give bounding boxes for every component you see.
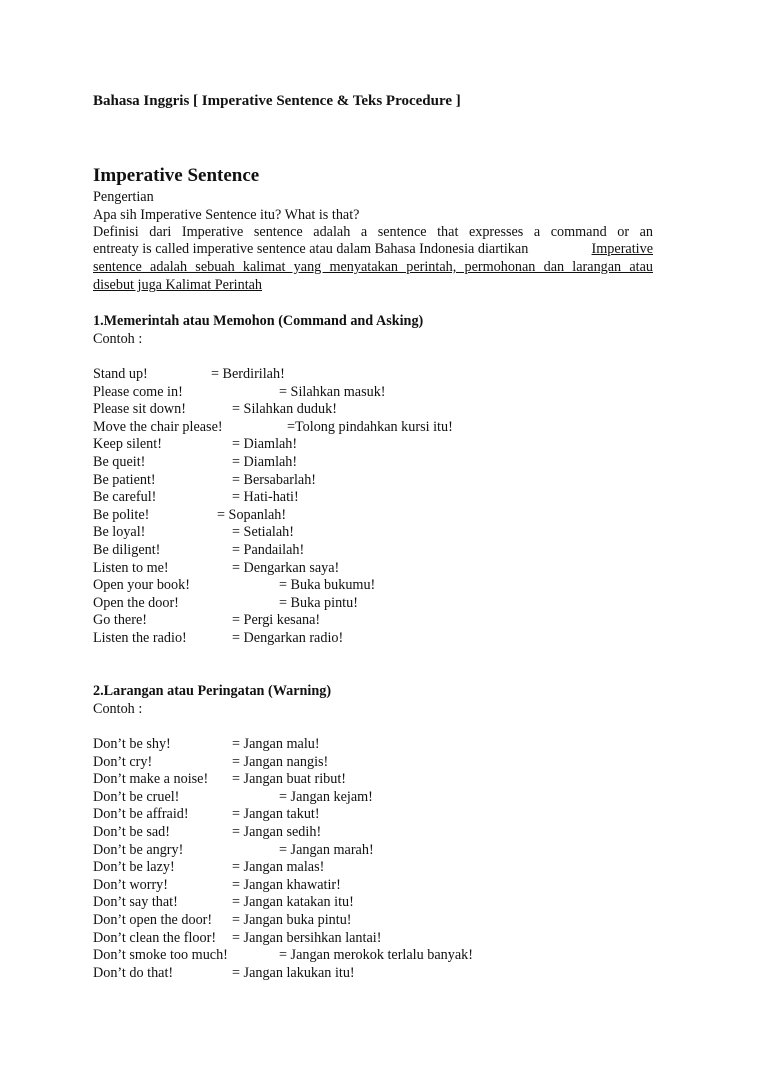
example-english: Don’t worry!	[93, 876, 168, 893]
example-english: Don’t be affraid!	[93, 806, 189, 823]
example-english: Don’t be shy!	[93, 736, 171, 752]
example-translation: = Buka bukumu!	[279, 577, 376, 594]
example-english: Stand up!	[93, 366, 148, 382]
definition-line-2-underlined: Imperative	[591, 241, 653, 257]
example-english: Please come in!	[93, 383, 183, 400]
example-translation: = Silahkan masuk!	[279, 383, 386, 400]
example-english: Be careful!	[93, 489, 157, 506]
example-translation: = Pandailah!	[232, 542, 305, 558]
example-english: Listen to me!	[93, 559, 169, 576]
example-translation: = Jangan katakan itu!	[232, 894, 354, 911]
example-translation: =Tolong pindahkan kursi itu!	[287, 418, 453, 435]
intro-question: Apa sih Imperative Sentence itu? What is that?	[93, 207, 360, 223]
definition-line-4: disebut juga Kalimat Perintah	[93, 277, 263, 293]
example-english: Don’t open the door!	[93, 912, 213, 928]
definition-line-3: sentence adalah sebuah kalimat yang menyatakan perintah, permohonan dan larangan atau	[93, 259, 653, 275]
example-english: Don’t clean the floor!	[93, 929, 217, 946]
example-translation: = Diamlah!	[232, 436, 298, 453]
example-english: Don’t do that!	[93, 964, 174, 981]
section2-title: 2.Larangan atau Peringatan (Warning)	[93, 683, 332, 699]
example-translation: = Jangan kejam!	[279, 788, 373, 805]
example-english: Keep silent!	[93, 436, 162, 453]
definition-line-2	[93, 241, 653, 259]
example-translation: = Jangan buka pintu!	[232, 912, 352, 928]
example-english: Don’t say that!	[93, 894, 178, 911]
document-title: Bahasa Inggris [ Imperative Sentence & Teks Procedure ]	[93, 93, 461, 109]
example-translation: = Bersabarlah!	[232, 471, 317, 488]
example-english: Listen the radio!	[93, 630, 187, 646]
section1-title: 1.Memerintah atau Memohon (Command and Asking)	[93, 313, 424, 329]
example-translation: = Jangan merokok terlalu banyak!	[279, 947, 473, 964]
example-translation: = Jangan lakukan itu!	[232, 964, 355, 981]
example-english: Move the chair please!	[93, 418, 223, 435]
example-english: Be loyal!	[93, 524, 146, 541]
example-translation: = Diamlah!	[232, 454, 298, 470]
example-english: Don’t make a noise!	[93, 771, 209, 788]
example-translation: = Jangan marah!	[279, 841, 374, 858]
definition-line-1: Definisi dari Imperative sentence adalah a sentence that expresses a command or an	[93, 224, 653, 240]
example-translation: = Jangan bersihkan lantai!	[232, 929, 382, 946]
example-english: Go there!	[93, 612, 147, 629]
example-translation: = Pergi kesana!	[232, 612, 321, 629]
example-english: Be diligent!	[93, 542, 161, 558]
example-translation: = Jangan malas!	[232, 859, 325, 876]
example-english: Don’t be lazy!	[93, 859, 175, 876]
intro-label: Pengertian	[93, 189, 154, 205]
section2-contoh: Contoh :	[93, 701, 143, 717]
example-translation: = Sopanlah!	[217, 506, 287, 523]
example-english: Be patient!	[93, 471, 156, 488]
example-translation: = Jangan takut!	[232, 806, 320, 823]
example-translation: = Dengarkan saya!	[232, 559, 340, 576]
example-english: Please sit down!	[93, 401, 186, 418]
example-translation: = Buka pintu!	[279, 594, 358, 611]
example-translation: = Jangan khawatir!	[232, 876, 341, 893]
example-english: Open the door!	[93, 594, 179, 611]
example-translation: = Setialah!	[232, 524, 294, 541]
section-heading: Imperative Sentence	[93, 165, 260, 186]
example-translation: = Silahkan duduk!	[232, 401, 337, 418]
example-english: Don’t be cruel!	[93, 788, 180, 805]
example-english: Be polite!	[93, 506, 150, 523]
example-translation: = Dengarkan radio!	[232, 630, 344, 646]
example-english: Be queit!	[93, 454, 146, 470]
example-translation: = Berdirilah!	[211, 366, 285, 382]
example-english: Open your book!	[93, 577, 190, 594]
example-translation: = Jangan buat ribut!	[232, 771, 346, 788]
example-translation: = Hati-hati!	[232, 489, 299, 506]
example-english: Don’t be sad!	[93, 824, 170, 840]
example-translation: = Jangan nangis!	[232, 753, 329, 770]
example-translation: = Jangan sedih!	[232, 824, 322, 840]
example-english: Don’t smoke too much!	[93, 947, 228, 964]
definition-line-2-plain: entreaty is called imperative sentence atau dalam Bahasa Indonesia diartikan	[93, 241, 529, 257]
section1-contoh: Contoh :	[93, 331, 143, 347]
example-translation: = Jangan malu!	[232, 736, 320, 752]
example-english: Don’t cry!	[93, 753, 153, 770]
example-english: Don’t be angry!	[93, 841, 184, 858]
